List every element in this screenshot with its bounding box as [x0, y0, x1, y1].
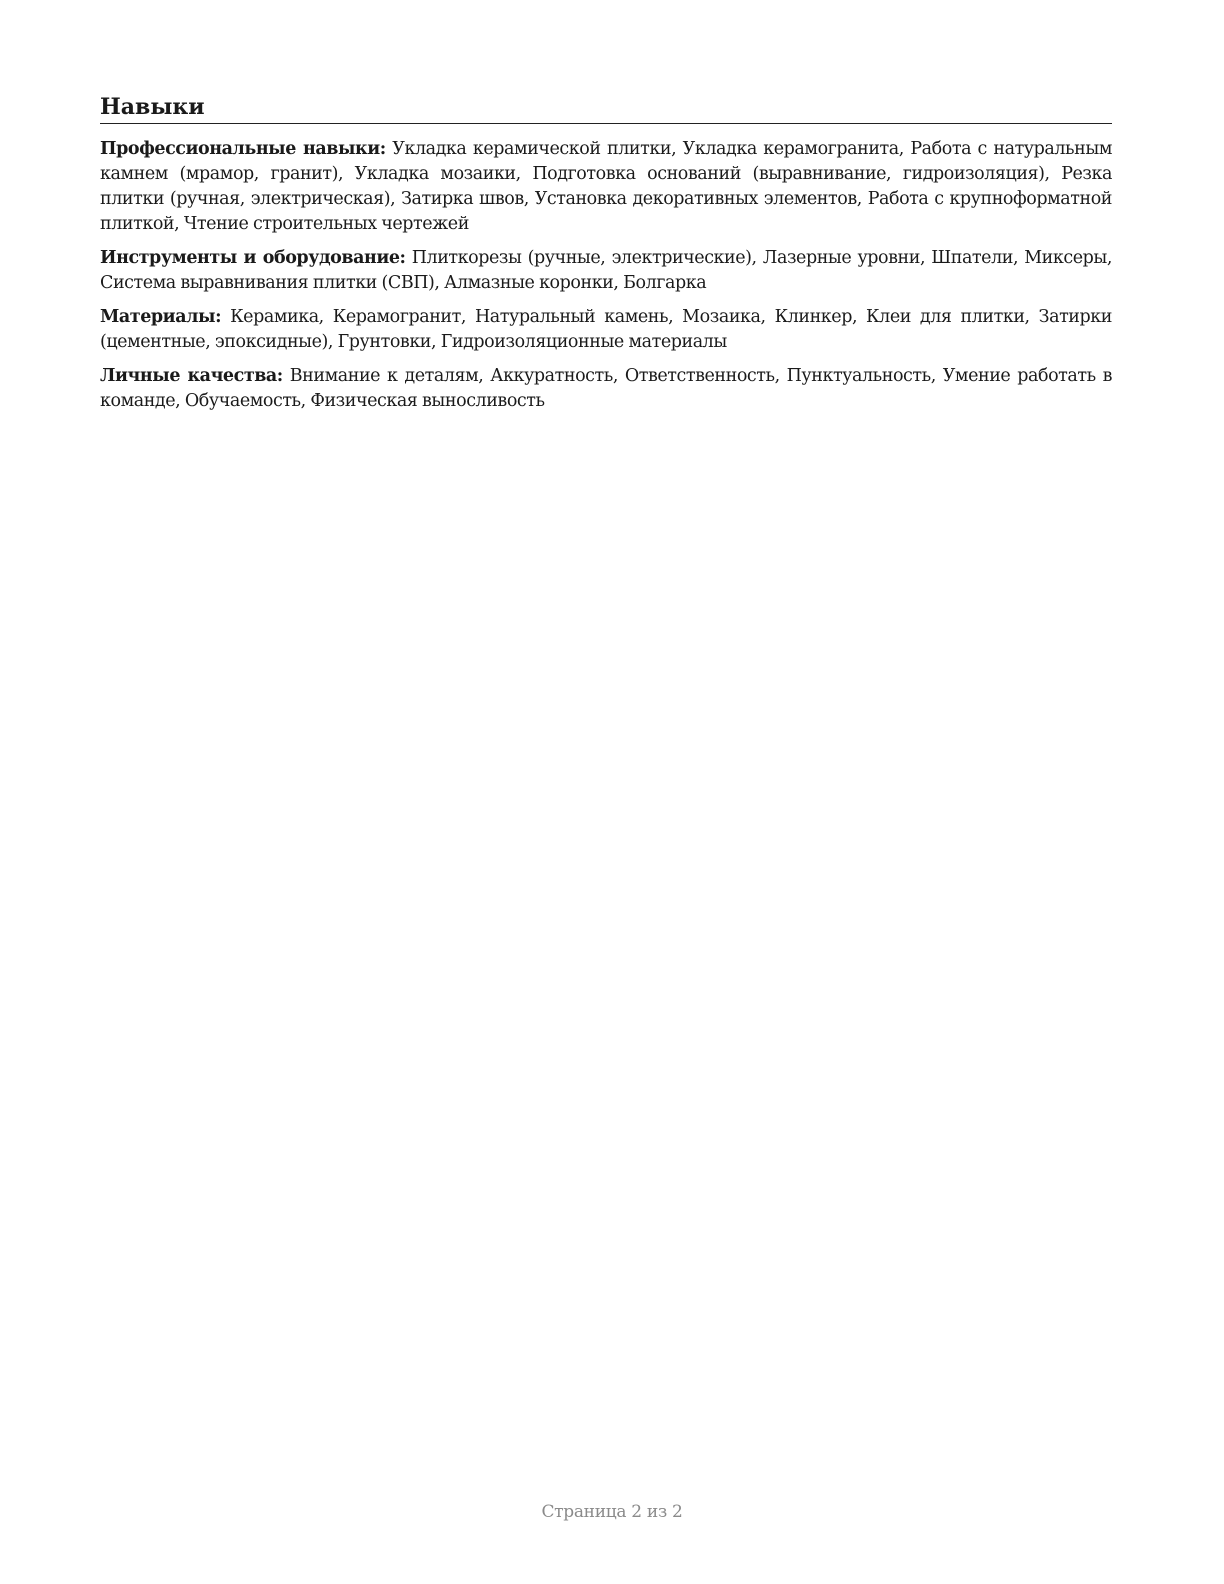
skill-text: Плиткорезы (ручные, электрические), Лазерные уровни, Шпатели, Миксеры, Система выравнивания плитки (СВП), Алмазные коронки, Болгарка — [100, 248, 1112, 293]
skill-text: Керамика, Керамогранит, Натуральный камень, Мозаика, Клинкер, Клеи для плитки, Затирки (цементные, эпоксидные), Грунтовки, Гидроизоляционные материалы — [100, 307, 1112, 352]
skill-text: Укладка керамической плитки, Укладка керамогранита, Работа с натуральным камнем (мрамор, гранит), Укладка мозаики, Подготовка оснований (выравнивание, гидроизоляция), Резка плитки (ручная, электрическая), Затирка швов, Установка декоративных элементов, Работа с крупноформатной плиткой, Чтение строительных чертежей — [100, 139, 1112, 234]
skill-label: Материалы: — [100, 307, 222, 327]
skill-label: Инструменты и оборудование: — [100, 248, 406, 268]
skills-list — [100, 137, 1112, 414]
section-title: Навыки — [100, 92, 1112, 124]
skill-row-tools — [100, 246, 1112, 296]
skill-row-professional — [100, 137, 1112, 237]
skill-row-personal — [100, 364, 1112, 414]
page-content — [100, 92, 1112, 423]
skill-label: Профессиональные навыки: — [100, 139, 386, 159]
skill-label: Личные качества: — [100, 366, 283, 386]
skill-row-materials — [100, 305, 1112, 355]
skill-text: Внимание к деталям, Аккуратность, Ответственность, Пунктуальность, Умение работать в команде, Обучаемость, Физическая выносливость — [100, 366, 1112, 411]
page-number-footer: Страница 2 из 2 — [541, 1502, 683, 1522]
